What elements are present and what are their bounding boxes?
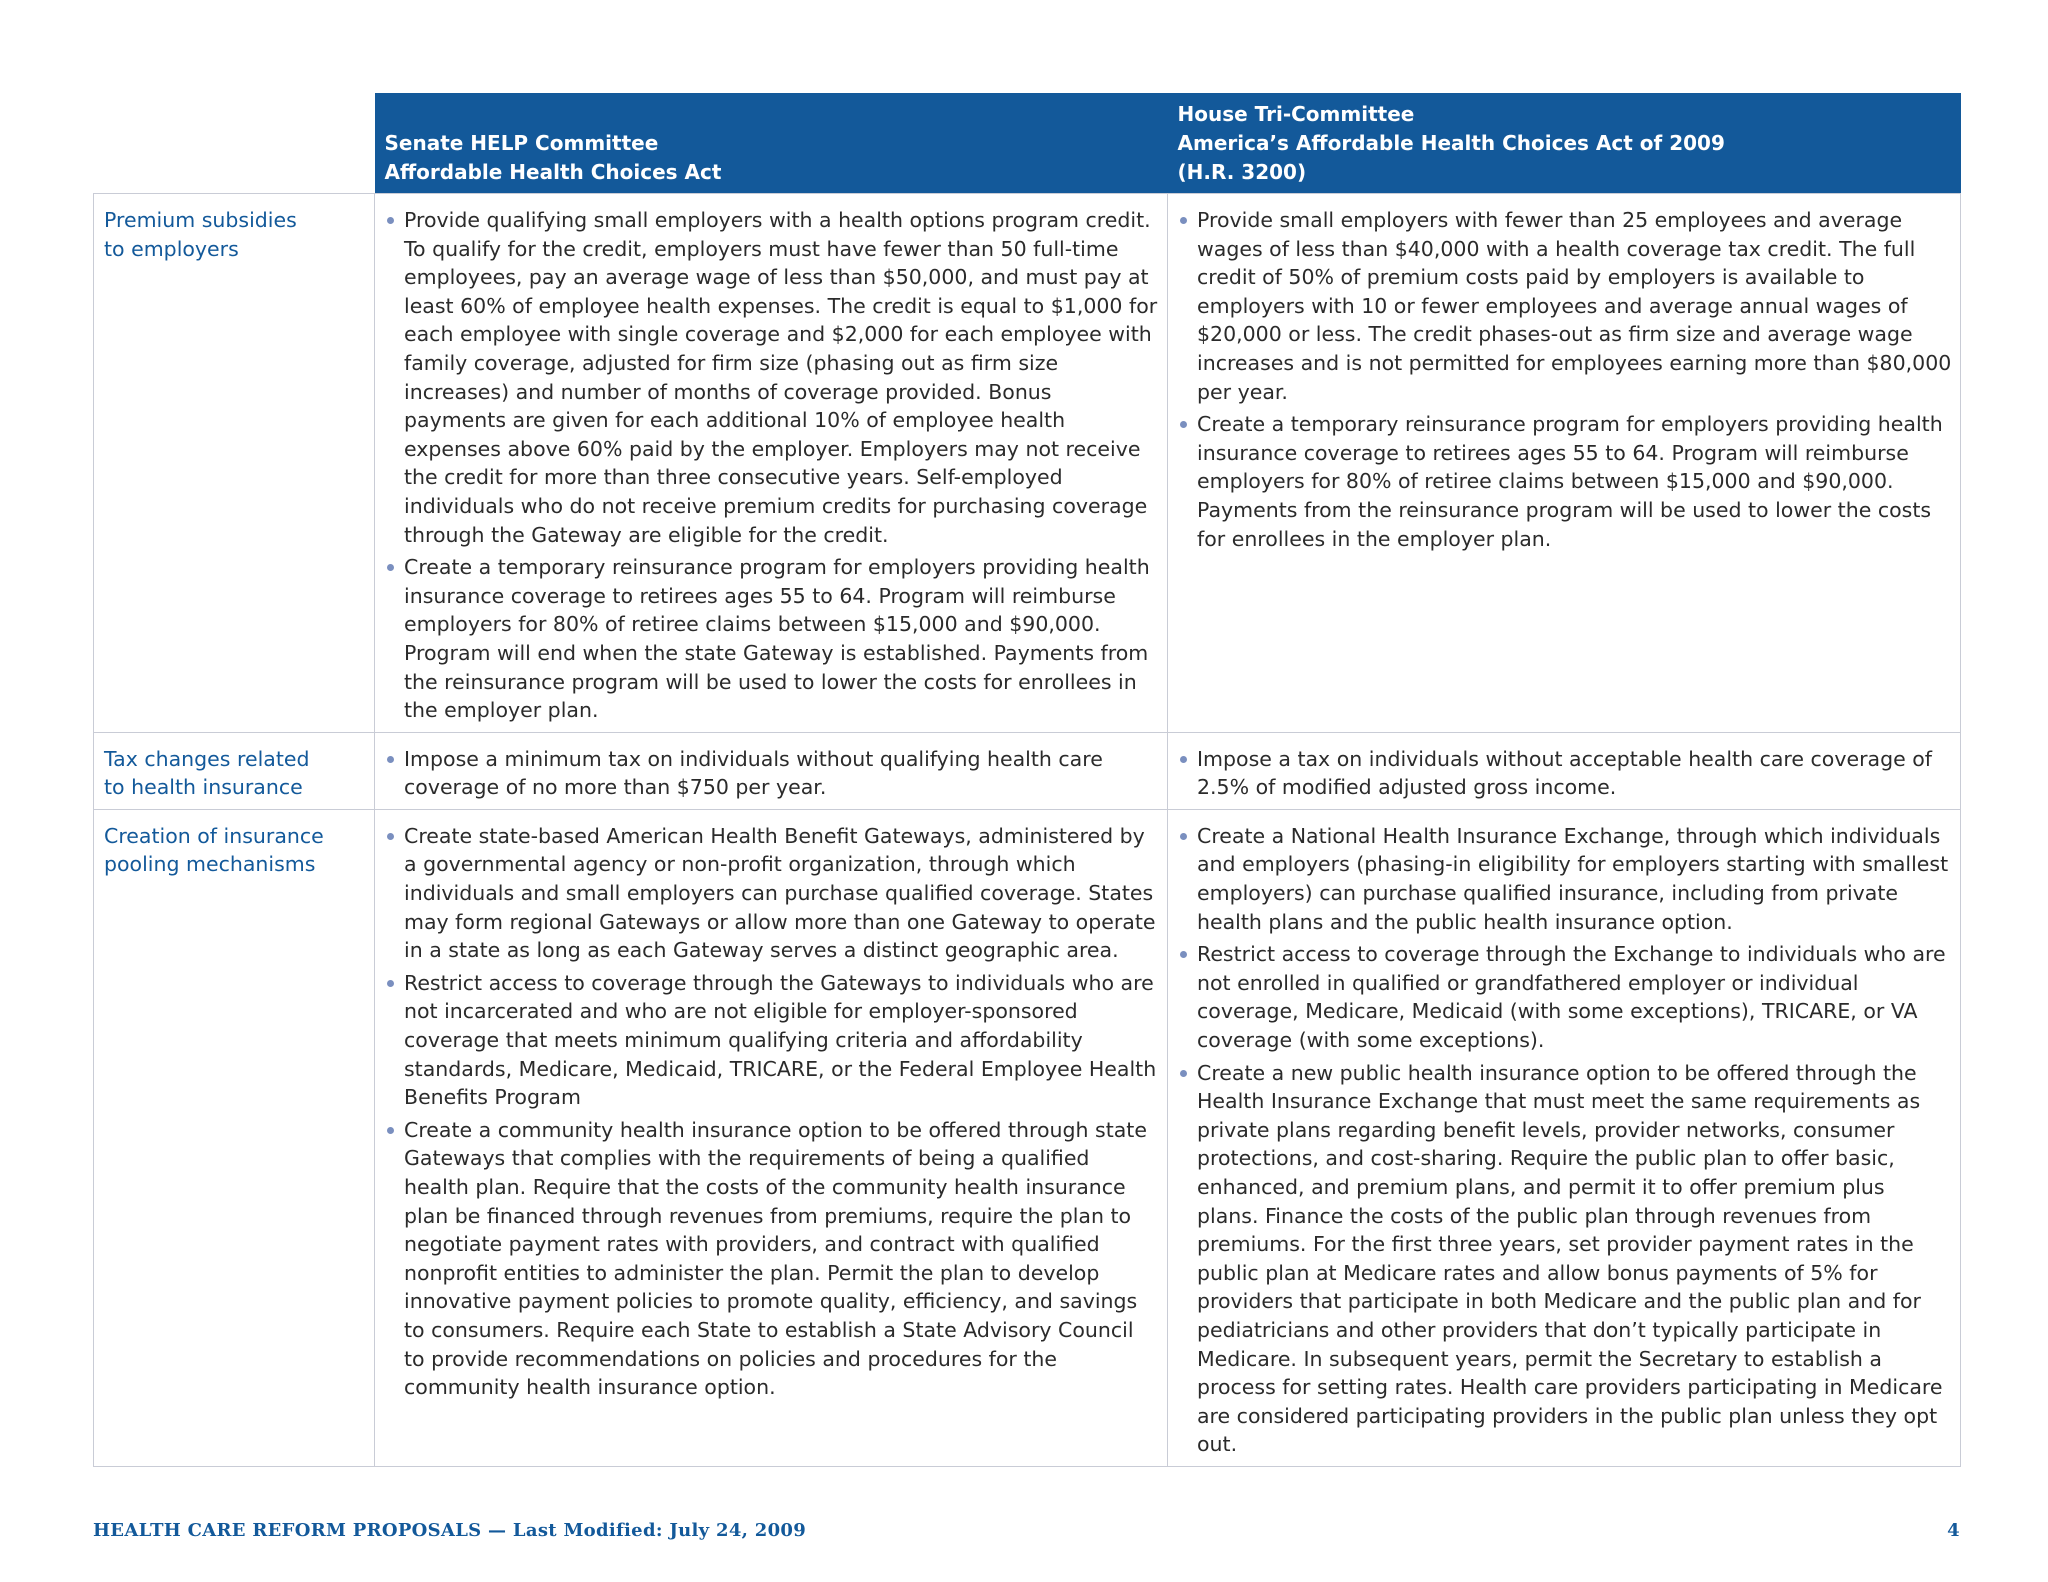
house-header-line-2: America’s Affordable Health Choices Act of 2009 [1177,131,1725,155]
row-label-line: Tax changes related [104,746,310,771]
footer-title: HEALTH CARE REFORM PROPOSALS — Last Modified: July 24, 2009 [93,1520,807,1541]
house-column-header [1168,93,1961,194]
senate-cell [375,194,1168,733]
row-label-cell [94,732,375,809]
house-cell [1168,732,1961,809]
bullet-text: Restrict access to coverage through the Gateways to individuals who are not incarcerated and who are not eligible for employer-sponsored coverage that meets minimum qualifying criteria and affordability standards, Medicare, Medicaid, TRICARE, or the Federal Employee Health Benefits Program [404,970,1157,1110]
house-cell [1168,194,1961,733]
bullet-dot-icon [1180,421,1187,428]
row-label-cell [94,194,375,733]
table-row-premium-subsidies [94,194,1961,733]
comparison-page [93,93,1960,1467]
row-label-line: to health insurance [104,775,303,800]
bullet-dot-icon [387,833,394,840]
comparison-table [93,93,1961,1467]
senate-bullet-list [385,822,1159,1402]
bullet-item [1178,1059,1952,1459]
bullet-item [1178,745,1952,802]
bullet-item [385,745,1159,802]
house-header-line-1: House Tri-Committee [1177,102,1415,126]
senate-cell [375,809,1168,1466]
table-header-row [94,93,1961,194]
bullet-dot-icon [387,1127,394,1134]
bullet-dot-icon [387,564,394,571]
bullet-dot-icon [1180,951,1187,958]
bullet-dot-icon [387,217,394,224]
bullet-item [385,969,1159,1112]
row-label-cell [94,809,375,1466]
table-row-insurance-pooling [94,809,1961,1466]
page-footer [93,1520,1960,1541]
bullet-item [385,1116,1159,1402]
bullet-item [1178,822,1952,936]
header-corner [94,93,375,194]
house-header-line-3: (H.R. 3200) [1177,160,1307,184]
senate-column-header [375,93,1168,194]
bullet-item [385,553,1159,725]
house-cell [1168,809,1961,1466]
bullet-text: Impose a minimum tax on individuals without qualifying health care coverage of no more than $750 per year. [404,746,1103,800]
table-row-tax-changes [94,732,1961,809]
bullet-text: Create a temporary reinsurance program for employers providing health insurance coverage to retirees ages 55 to 64. Program will reimburse employers for 80% of retiree claims between $15,000 and $90,000. Payments from the reinsurance program will be used to lower the costs for enrollees in the employer plan. [1197,412,1943,551]
bullet-dot-icon [1180,756,1187,763]
row-label-line: pooling mechanisms [104,852,316,877]
senate-bullet-list [385,745,1159,802]
house-bullet-list [1178,206,1952,553]
bullet-text: Create a community health insurance option to be offered through state Gateways that complies with the requirements of being a qualified health plan. Require that the costs of the community health insurance plan be financed through revenues from premiums, require the plan to negotiate payment rates with providers, and contract with qualified nonprofit entities to administer the plan. Permit the plan to develop innovative payment policies to promote quality, efficiency, and savings to consumers. Require each State to establish a State Advisory Council to provide recommendations on policies and procedures for the community health insurance option. [404,1117,1147,1400]
row-label-line: to employers [104,236,239,261]
bullet-item [1178,410,1952,553]
bullet-text: Create a National Health Insurance Exchange, through which individuals and employers (phasing-in eligibility for employers starting with smallest employers) can purchase qualified insurance, including from private health plans and the public health insurance option. [1197,823,1949,934]
bullet-item [1178,206,1952,406]
bullet-text: Create state-based American Health Benefit Gateways, administered by a governmental agency or non-profit organization, through which individuals and small employers can purchase qualified coverage. States may form regional Gateways or allow more than one Gateway to operate in a state as long as each Gateway serves a distinct geographic area. [404,823,1156,963]
senate-header-line-2: Affordable Health Choices Act [384,160,722,184]
bullet-item [1178,940,1952,1054]
bullet-text: Restrict access to coverage through the Exchange to individuals who are not enrolled in qualified or grandfathered employer or individual coverage, Medicare, Medicaid (with some exceptions), TRICARE, or VA coverage (with some exceptions). [1197,942,1946,1053]
row-label-line: Creation of insurance [104,823,324,848]
house-bullet-list [1178,822,1952,1459]
bullet-text: Create a new public health insurance option to be offered through the Health Insurance Exchange that must meet the same requirements as private plans regarding benefit levels, provider networks, consumer protections, and cost-sharing. Require the public plan to offer basic, enhanced, and premium plans, and permit it to offer premium plus plans. Finance the costs of the public plan through revenues from premiums. For the first three years, set provider payment rates in the public plan at Medicare rates and allow bonus payments of 5% for providers that participate in both Medicare and the public plan and for pediatricians and other providers that don’t typically participate in Medicare. In subsequent years, permit the Secretary to establish a process for setting rates. Health care providers participating in Medicare are considered participating providers in the public plan unless they opt out. [1197,1060,1943,1457]
row-label-line: Premium subsidies [104,208,297,232]
page-number: 4 [1947,1520,1960,1541]
bullet-dot-icon [1180,217,1187,224]
bullet-text: Impose a tax on individuals without acceptable health care coverage of 2.5% of modified adjusted gross income. [1197,746,1932,800]
bullet-text: Provide qualifying small employers with a health options program credit. To qualify for the credit, employers must have fewer than 50 full-time employees, pay an average wage of less than $50,000, and must pay at least 60% of employee health expenses. The credit is equal to $1,000 for each employee with single coverage and $2,000 for each employee with family coverage, adjusted for firm size (phasing out as firm size increases) and number of months of coverage provided. Bonus payments are given for each additional 10% of employee health expenses above 60% paid by the employer. Employers may not receive the credit for more than three consecutive years. Self-employed individuals who do not receive premium credits for purchasing coverage through the Gateway are eligible for the credit. [404,208,1158,547]
bullet-dot-icon [1180,1070,1187,1077]
bullet-dot-icon [387,756,394,763]
bullet-dot-icon [1180,833,1187,840]
bullet-dot-icon [387,980,394,987]
house-bullet-list [1178,745,1952,802]
bullet-item [385,206,1159,549]
bullet-text: Create a temporary reinsurance program for employers providing health insurance coverage to retirees ages 55 to 64. Program will reimburse employers for 80% of retiree claims between $15,000 and $90,000. Program will end when the state Gateway is established. Payments from the reinsurance program will be used to lower the costs for enrollees in the employer plan. [404,555,1150,723]
bullet-text: Provide small employers with fewer than 25 employees and average wages of less than $40,000 with a health coverage tax credit. The full credit of 50% of premium costs paid by employers is available to employers with 10 or fewer employees and average annual wages of $20,000 or less. The credit phases-out as firm size and average wage increases and is not permitted for employees earning more than $80,000 per year. [1197,208,1952,404]
senate-cell [375,732,1168,809]
senate-bullet-list [385,206,1159,725]
bullet-item [385,822,1159,965]
senate-header-line-1: Senate HELP Committee [384,131,659,155]
